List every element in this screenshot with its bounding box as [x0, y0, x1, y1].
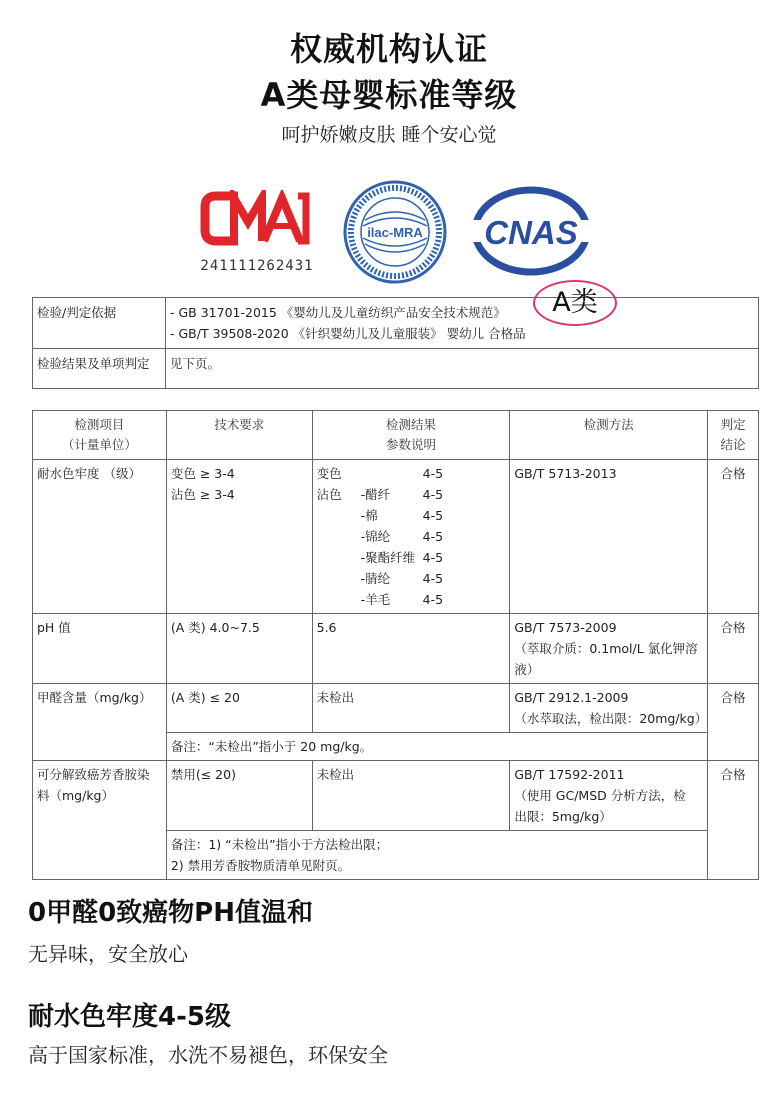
header-result: 检测结果 参数说明 — [312, 411, 510, 460]
feature-heading-2: 耐水色牢度4-5级 — [28, 1002, 231, 1032]
method-colorfastness: GB/T 5713-2013 — [510, 460, 708, 614]
result-summary-label: 检验结果及单项判定 — [33, 349, 166, 389]
hero-subtitle: 呵护娇嫩皮肤 睡个安心觉 — [281, 124, 497, 146]
requirement-azo-dyes: 禁用(≤ 20) — [166, 761, 312, 831]
basis-standard-2: - GB/T 39508-2020 《针织婴幼儿及儿童服装》 婴幼儿 合格品 — [170, 326, 526, 341]
basis-standard-1: - GB 31701-2015 《婴幼儿及儿童纺织产品安全技术规范》 — [170, 305, 506, 320]
item-colorfastness: 耐水色牢度 （级） — [33, 460, 167, 614]
verdict-formaldehyde: 合格 — [708, 684, 759, 761]
table-row — [33, 349, 759, 389]
hero-title-line2: A类母婴标准等级 — [260, 76, 518, 114]
method-formaldehyde: GB/T 2912.1-2009 （水萃取法，检出限：20mg/kg） — [510, 684, 708, 733]
table-header-row — [33, 411, 759, 460]
table-row — [33, 298, 759, 349]
table-row — [33, 460, 759, 614]
verdict-ph: 合格 — [708, 614, 759, 684]
method-azo-dyes: GB/T 17592-2011 （使用 GC/MSD 分析方法，检 出限：5mg/kg） — [510, 761, 708, 831]
results-table — [32, 410, 759, 880]
note-azo-dyes: 备注：1) “未检出”指小于方法检出限； 2) 禁用芳香胺物质清单见附页。 — [166, 831, 707, 880]
feature-text-1: 无异味，安全放心 — [28, 942, 188, 966]
table-row — [33, 684, 759, 733]
header-method: 检测方法 — [510, 411, 708, 460]
item-ph: pH 值 — [33, 614, 167, 684]
table-row — [33, 761, 759, 831]
requirement-formaldehyde: (A 类) ≤ 20 — [166, 684, 312, 733]
cma-number: 241111262431 — [200, 258, 314, 274]
header-requirement: 技术要求 — [166, 411, 312, 460]
result-summary-value: 见下页。 — [166, 349, 759, 389]
hero-title-line1: 权威机构认证 — [289, 30, 488, 68]
table-row — [33, 614, 759, 684]
verdict-colorfastness: 合格 — [708, 460, 759, 614]
feature-heading-1: 0甲醛0致癌物PH值温和 — [28, 898, 313, 928]
requirement-colorfastness: 变色 ≥ 3-4 沾色 ≥ 3-4 — [166, 460, 312, 614]
header-item: 检测项目 （计量单位） — [33, 411, 167, 460]
basis-label: 检验/判定依据 — [33, 298, 166, 349]
item-azo-dyes: 可分解致癌芳香胺染 料（mg/kg） — [33, 761, 167, 880]
feature-text-2: 高于国家标准，水洗不易褪色，环保安全 — [28, 1043, 388, 1067]
basis-value — [166, 298, 759, 349]
result-azo-dyes: 未检出 — [312, 761, 510, 831]
cnas-logo-icon — [470, 186, 592, 276]
cma-logo-icon — [200, 190, 312, 252]
a-class-stamp: A类 — [533, 280, 617, 326]
ilac-text: ilac-MRA — [367, 225, 423, 240]
item-formaldehyde: 甲醛含量（mg/kg） — [33, 684, 167, 761]
method-ph: GB/T 7573-2009 （萃取介质：0.1mol/L 氯化钾溶 液） — [510, 614, 708, 684]
requirement-ph: (A 类) 4.0~7.5 — [166, 614, 312, 684]
result-colorfastness: 变色 4-5 沾色 -醋纤 4-5 -棉 4-5 -锦纶 4-5 -聚酯纤维 4-5 -腈纶 4-5 -羊毛 4-5 — [312, 460, 510, 614]
result-formaldehyde: 未检出 — [312, 684, 510, 733]
result-ph: 5.6 — [312, 614, 510, 684]
basis-table — [32, 297, 759, 389]
ilac-mra-logo-icon — [343, 180, 447, 284]
header-verdict: 判定 结论 — [708, 411, 759, 460]
note-formaldehyde: 备注：“未检出”指小于 20 mg/kg。 — [166, 733, 707, 761]
verdict-azo-dyes: 合格 — [708, 761, 759, 880]
cnas-text: CNAS — [484, 214, 578, 251]
